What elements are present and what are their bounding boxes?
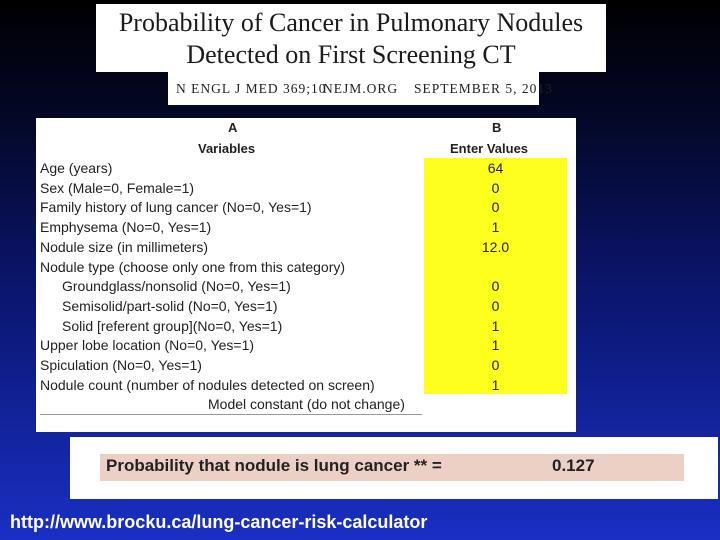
row-label-category: Nodule type (choose only one from this category): [40, 258, 346, 275]
table-divider: [40, 414, 422, 415]
row-label: Solid [referent group](No=0, Yes=1): [62, 317, 283, 334]
row-label: Emphysema (No=0, Yes=1): [40, 219, 212, 236]
citation-journal: N ENGL J MED 369;10: [176, 81, 327, 96]
table-row: [36, 277, 576, 297]
row-value-input[interactable]: 1: [491, 317, 500, 334]
column-b-header: Enter Values: [450, 141, 529, 156]
row-label: Family history of lung cancer (No=0, Yes=1): [40, 199, 312, 216]
table-row: [36, 238, 576, 258]
table-row: [36, 258, 576, 278]
row-label: Age (years): [40, 160, 113, 176]
column-b-letter: B: [492, 120, 502, 135]
table-row: [36, 159, 576, 179]
row-label: Upper lobe location (No=0, Yes=1): [40, 337, 255, 354]
table-row: [36, 376, 576, 396]
result-label: Probability that nodule is lung cancer ** =: [106, 456, 442, 475]
row-value-input[interactable]: 0: [491, 199, 500, 216]
table-row: [36, 198, 576, 218]
table-row: [36, 336, 576, 356]
table-row: [36, 218, 576, 238]
row-value-input[interactable]: 1: [491, 376, 500, 393]
row-value-input[interactable]: 12.0: [481, 238, 510, 255]
calculator-table: [36, 118, 576, 432]
title-line-1: Probability of Cancer in Pulmonary Nodules: [118, 8, 584, 37]
row-value-input[interactable]: 0: [491, 357, 500, 373]
table-row: [36, 317, 576, 337]
table-row: [36, 179, 576, 199]
row-value-input[interactable]: 0: [491, 297, 500, 314]
table-row: [36, 356, 576, 376]
title-line-2: Detected on First Screening CT: [186, 40, 516, 69]
row-value-input[interactable]: 64: [487, 160, 504, 176]
result-box: [70, 437, 718, 499]
row-label: Spiculation (No=0, Yes=1): [40, 357, 202, 373]
row-value-input[interactable]: 0: [491, 179, 500, 196]
row-value-input[interactable]: 1: [491, 337, 500, 354]
model-constant-label: Model constant (do not change): [208, 396, 405, 412]
citation-box: [168, 72, 553, 105]
row-label: Nodule count (number of nodules detected on screen): [40, 376, 375, 393]
row-label: Sex (Male=0, Female=1): [40, 179, 195, 196]
row-label: Semisolid/part-solid (No=0, Yes=1): [62, 297, 278, 314]
table-row: [36, 297, 576, 317]
source-url[interactable]: http://www.brocku.ca/lung-cancer-risk-calculator: [10, 512, 428, 532]
row-value-input[interactable]: 1: [491, 219, 500, 236]
row-value-input[interactable]: 0: [491, 278, 500, 295]
citation-date: SEPTEMBER 5, 2013: [414, 81, 553, 96]
column-a-header: Variables: [198, 141, 256, 156]
row-label: Groundglass/nonsolid (No=0, Yes=1): [62, 278, 291, 295]
row-label: Nodule size (in millimeters): [40, 238, 209, 255]
title-box: [96, 4, 606, 72]
column-a-letter: A: [228, 120, 238, 135]
result-value: 0.127: [552, 456, 595, 475]
citation-site: NEJM.ORG: [323, 81, 399, 96]
